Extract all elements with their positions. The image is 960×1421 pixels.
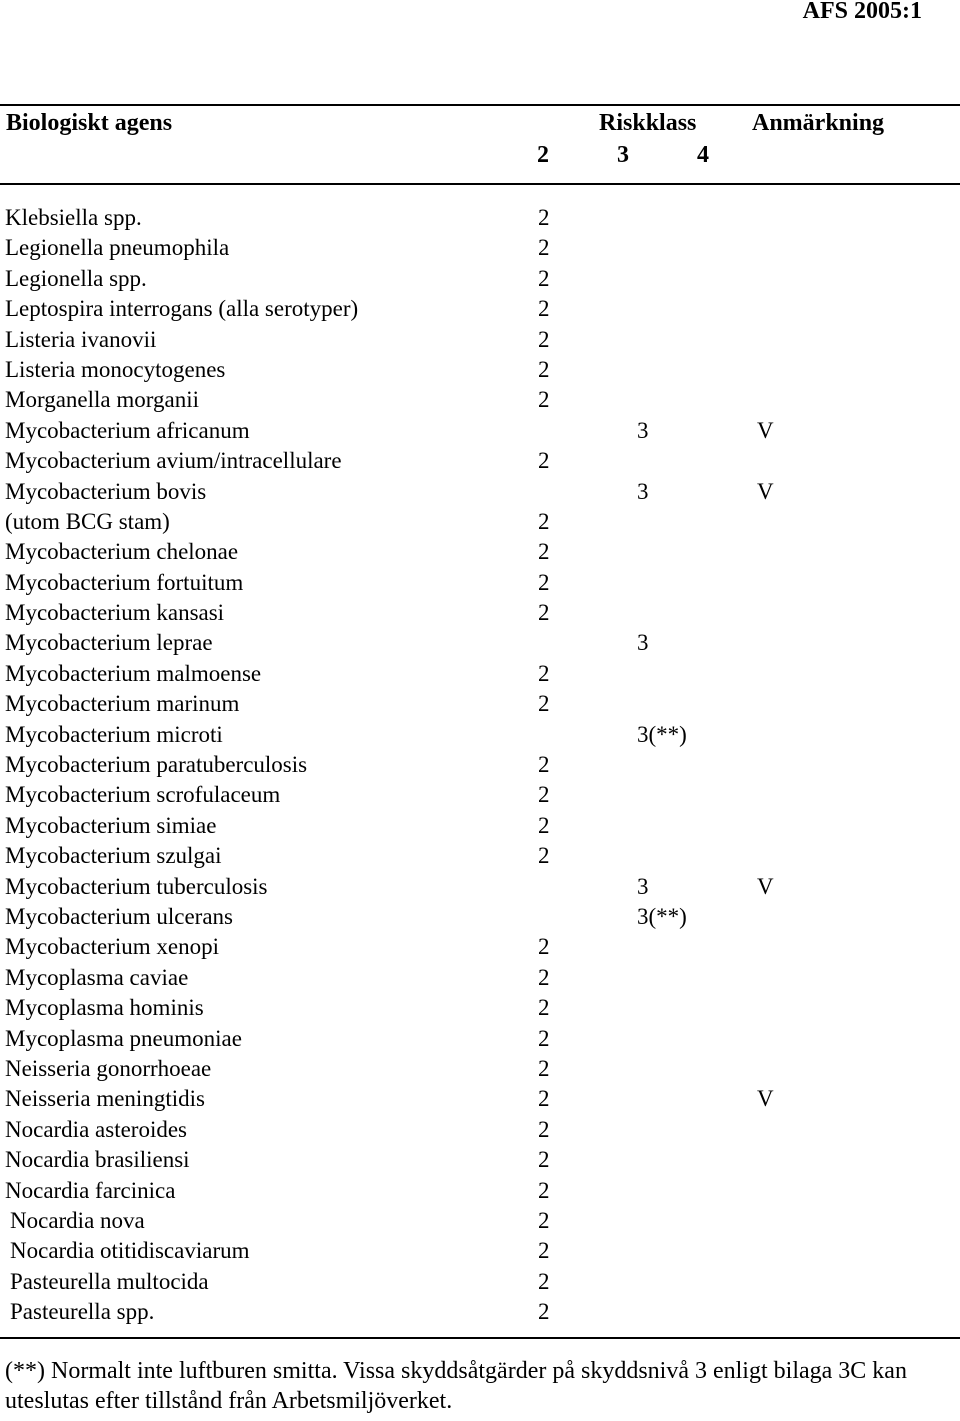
agent-name: (utom BCG stam) xyxy=(5,508,170,534)
agent-name: Neisseria gonorrhoeae xyxy=(5,1055,212,1081)
risk-class-3-cell: 3 xyxy=(637,873,649,899)
risk-class-2-cell: 2 xyxy=(538,752,550,778)
agent-name: Mycobacterium xenopi xyxy=(5,934,219,960)
agent-name: Morganella morganii xyxy=(5,387,199,413)
risk-class-2-cell: 2 xyxy=(538,600,550,626)
risk-class-2-cell: 2 xyxy=(538,964,550,990)
table-row xyxy=(0,203,960,233)
agent-name: Mycobacterium ulcerans xyxy=(5,903,233,929)
table-row xyxy=(0,1024,960,1054)
document-id: AFS 2005:1 xyxy=(802,0,922,24)
agent-name: Mycobacterium leprae xyxy=(5,630,213,656)
remark-cell: V xyxy=(757,1086,774,1112)
risk-class-2-cell: 2 xyxy=(538,326,550,352)
agent-name: Pasteurella multocida xyxy=(10,1268,209,1294)
table-row xyxy=(0,1084,960,1114)
risk-class-2-cell: 2 xyxy=(538,691,550,717)
agent-name: Leptospira interrogans (alla serotyper) xyxy=(5,296,359,322)
agent-name: Mycobacterium avium/intracellulare xyxy=(5,448,342,474)
risk-class-2-cell: 2 xyxy=(538,1299,550,1325)
table-row xyxy=(0,233,960,263)
table-row xyxy=(0,1176,960,1206)
table-row xyxy=(0,628,960,658)
table-row xyxy=(0,659,960,689)
table-row xyxy=(0,568,960,598)
table-row xyxy=(0,385,960,415)
risk-class-2-cell: 2 xyxy=(538,235,550,261)
agent-name: Neisseria meningtidis xyxy=(5,1086,205,1112)
risk-class-2-cell: 2 xyxy=(538,934,550,960)
risk-class-2-cell: 2 xyxy=(538,1086,550,1112)
agent-name: Nocardia farcinica xyxy=(5,1177,176,1203)
risk-class-2-cell: 2 xyxy=(538,1268,550,1294)
agent-name: Mycobacterium fortuitum xyxy=(5,569,244,595)
agent-name: Mycobacterium simiae xyxy=(5,812,217,838)
agent-name: Legionella spp. xyxy=(5,265,147,291)
table-row xyxy=(0,750,960,780)
table-row xyxy=(0,1297,960,1327)
agent-name: Mycobacterium marinum xyxy=(5,691,240,717)
risk-class-2-cell: 2 xyxy=(538,782,550,808)
agent-name: Mycobacterium szulgai xyxy=(5,843,222,869)
risk-class-2-cell: 2 xyxy=(538,508,550,534)
column-header-remark: Anmärkning xyxy=(752,110,885,136)
remark-cell: V xyxy=(757,417,774,443)
risk-class-3-cell: 3 xyxy=(637,478,649,504)
risk-class-2-cell: 2 xyxy=(538,843,550,869)
table-row xyxy=(0,537,960,567)
risk-level-3-header: 3 xyxy=(617,142,629,168)
table-row xyxy=(0,598,960,628)
table-bottom-rule xyxy=(0,1337,960,1339)
agent-name: Mycobacterium chelonae xyxy=(5,539,239,565)
remark-cell: V xyxy=(757,478,774,504)
remark-cell: V xyxy=(757,873,774,899)
footnote: (**) Normalt inte luftburen smitta. Vissa skyddsåtgärder på skyddsnivå 3 enligt bilaga 3C kan uteslutas efter tillstånd från Arbetsmiljöverket. xyxy=(5,1358,907,1414)
risk-class-2-cell: 2 xyxy=(538,296,550,322)
table-row xyxy=(0,264,960,294)
risk-class-2-cell: 2 xyxy=(538,265,550,291)
table-row xyxy=(0,720,960,750)
table-row xyxy=(0,446,960,476)
table-row xyxy=(0,689,960,719)
agent-table-body xyxy=(0,203,960,1327)
risk-class-2-cell: 2 xyxy=(538,660,550,686)
table-row xyxy=(0,1206,960,1236)
risk-class-2-cell: 2 xyxy=(538,1147,550,1173)
risk-class-2-cell: 2 xyxy=(538,539,550,565)
agent-name: Mycoplasma caviae xyxy=(5,964,189,990)
agent-name: Mycoplasma pneumoniae xyxy=(5,1025,242,1051)
table-row xyxy=(0,841,960,871)
table-row xyxy=(0,872,960,902)
risk-level-2-header: 2 xyxy=(537,142,549,168)
risk-class-3-cell: 3(**) xyxy=(637,903,687,929)
table-row xyxy=(0,780,960,810)
agent-name: Mycobacterium microti xyxy=(5,721,223,747)
agent-name: Listeria monocytogenes xyxy=(5,356,226,382)
agent-name: Mycobacterium malmoense xyxy=(5,660,262,686)
table-row xyxy=(0,1054,960,1084)
table-row xyxy=(0,1145,960,1175)
risk-class-2-cell: 2 xyxy=(538,812,550,838)
agent-name: Legionella pneumophila xyxy=(5,235,230,261)
agent-name: Nocardia brasiliensi xyxy=(5,1147,190,1173)
table-header-rule xyxy=(0,183,960,185)
risk-class-2-cell: 2 xyxy=(538,448,550,474)
table-row xyxy=(0,477,960,507)
risk-class-2-cell: 2 xyxy=(538,1177,550,1203)
risk-class-2-cell: 2 xyxy=(538,995,550,1021)
risk-level-4-header: 4 xyxy=(697,142,709,168)
agent-name: Mycobacterium tuberculosis xyxy=(5,873,268,899)
table-row xyxy=(0,932,960,962)
risk-class-2-cell: 2 xyxy=(538,1055,550,1081)
agent-name: Klebsiella spp. xyxy=(5,205,142,230)
risk-class-2-cell: 2 xyxy=(538,1207,550,1233)
table-top-rule xyxy=(0,104,960,106)
agent-name: Nocardia nova xyxy=(10,1207,145,1233)
agent-name: Mycobacterium bovis xyxy=(5,478,207,504)
table-row xyxy=(0,416,960,446)
agent-name: Mycobacterium paratuberculosis xyxy=(5,752,308,778)
risk-class-2-cell: 2 xyxy=(538,569,550,595)
agent-name: Nocardia asteroides xyxy=(5,1116,188,1142)
agent-name: Nocardia otitidiscaviarum xyxy=(10,1238,250,1264)
risk-class-2-cell: 2 xyxy=(538,1238,550,1264)
agent-name: Mycobacterium scrofulaceum xyxy=(5,782,281,808)
table-row xyxy=(0,355,960,385)
agent-name: Mycoplasma hominis xyxy=(5,995,204,1021)
column-header-risk-class: Riskklass xyxy=(599,110,697,136)
table-row xyxy=(0,507,960,537)
table-row xyxy=(0,325,960,355)
table-row xyxy=(0,1115,960,1145)
table-row xyxy=(0,963,960,993)
column-header-agent: Biologiskt agens xyxy=(6,110,173,136)
risk-class-2-cell: 2 xyxy=(538,387,550,413)
table-row xyxy=(0,294,960,324)
agent-name: Listeria ivanovii xyxy=(5,326,157,352)
agent-name: Mycobacterium kansasi xyxy=(5,600,225,626)
risk-class-2-cell: 2 xyxy=(538,1025,550,1051)
table-row xyxy=(0,902,960,932)
risk-class-2-cell: 2 xyxy=(538,356,550,382)
risk-class-2-cell: 2 xyxy=(538,205,550,230)
risk-class-2-cell: 2 xyxy=(538,1116,550,1142)
table-row xyxy=(0,993,960,1023)
risk-class-3-cell: 3(**) xyxy=(637,721,687,747)
table-row xyxy=(0,1267,960,1297)
agent-name: Mycobacterium africanum xyxy=(5,417,250,443)
table-row xyxy=(0,811,960,841)
risk-class-3-cell: 3 xyxy=(637,417,649,443)
agent-name: Pasteurella spp. xyxy=(10,1299,155,1325)
risk-class-3-cell: 3 xyxy=(637,630,649,656)
table-row xyxy=(0,1236,960,1266)
